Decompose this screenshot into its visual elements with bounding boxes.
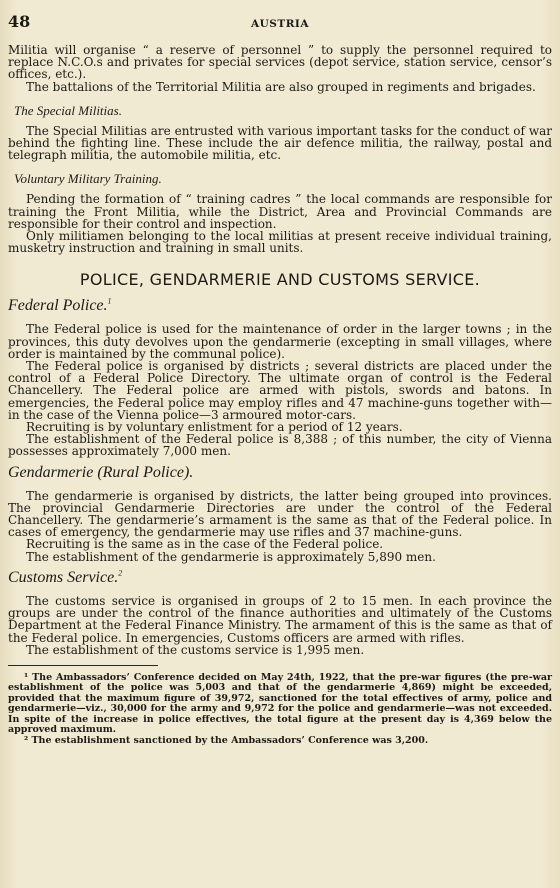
subheading-special-militias: The Special Militias. [14, 102, 122, 118]
running-head: AUSTRIA [251, 18, 309, 30]
paragraph: The battalions of the Territorial Militia are also grouped in regiments and brigades. [26, 79, 536, 94]
page-header [8, 12, 552, 32]
footnote-2: ² The establishment sanctioned by the Ambassadors’ Conference was 3,200. [24, 734, 429, 746]
paragraph: Pending the formation of “ training cadres ” the local commands are responsible for training the Front Militia, while the District, Area and Provincial Commands are responsible for their control and inspection. [8, 192, 552, 231]
subheading-text: Federal Police. [8, 297, 108, 315]
paragraph: The Federal police is used for the maintenance of order in the larger towns ; in the provinces, this duty devolves upon the gendarmerie (excepting in small villages, where order is maintained by the communal police). [8, 322, 552, 361]
paragraph: The establishment of the customs service is 1,995 men. [26, 642, 365, 657]
paragraph: Militia will organise “ a reserve of personnel ” to supply the personnel required to replace N.C.O.s and privates for special services (depot service, station service, censor’s offices, etc.). [8, 43, 552, 82]
paragraph: The gendarmerie is organised by districts, the latter being grouped into provinces. The provincial Gendarmerie Directories are under the control of the Federal Chancellery. The gendarmerie’s armament is the same as that of the Federal police. In cases of emergency, the gendarmerie may use rifles and 37 machine-guns. [8, 488, 552, 540]
footnote-marker: 1 [107, 297, 112, 307]
paragraph: The Federal police is organised by districts ; several districts are placed under the control of a Federal Police Directory. The ultimate organ of control is the Federal Chancellery. The Federal police are armed with pistols, swords and batons. In emergencies, the Federal police may employ rifles and 47 machine-guns together with—in the case of the Vienna police—3 armoured motor-cars. [8, 359, 552, 422]
paragraph: Recruiting is by voluntary enlistment for a period of 12 years. [26, 420, 403, 435]
section-title: POLICE, GENDARMERIE AND CUSTOMS SERVICE. [79, 270, 481, 290]
subheading-gendarmerie: Gendarmerie (Rural Police). [8, 463, 194, 481]
footnote-divider [8, 665, 158, 666]
subheading-customs [8, 569, 552, 587]
footnote-1: ¹ The Ambassadors’ Conference decided on May 24th, 1922, that the pre-war figures (the pre-war establishment of the police was 5,003 and that of the gendarmerie 4,869) might be exceeded, provided that the maximum figure of 39,972, sanctioned for the total effectives of army, police and gendarmerie—viz., 30,000 for the army and 9,972 for the police and gendarmerie—was not exceeded. In spite of the increase in police effectives, the total figure at the present day is 4,369 below the approved maximum. [8, 671, 552, 736]
subheading-federal-police [8, 297, 552, 315]
paragraph: The Special Militias are entrusted with various important tasks for the conduct of war behind the fighting line. These include the air defence militia, the railway, postal and telegraph militia, the automobile militia, etc. [8, 123, 552, 163]
paragraph: Recruiting is the same as in the case of the Federal police. [26, 537, 384, 552]
paragraph: The establishment of the Federal police is 8,388 ; of this number, the city of Vienna possesses approximately 7,000 men. [8, 432, 552, 459]
subheading-voluntary-training: Voluntary Military Training. [14, 171, 162, 187]
footnote-marker: 2 [118, 568, 123, 578]
page-number: 48 [8, 12, 31, 31]
subheading-text: Customs Service. [8, 568, 119, 586]
paragraph: Only militiamen belonging to the local militias at present receive individual training, musketry instruction and training in small units. [8, 229, 552, 256]
paragraph: The establishment of the gendarmerie is approximately 5,890 men. [26, 549, 436, 564]
paragraph: The customs service is organised in groups of 2 to 15 men. In each province the groups are under the control of the finance authorities and ultimately of the Customs Department at the Federal Finance Ministry. The armament of this is the same as that of the Federal police. In emergencies, Customs officers are armed with rifles. [8, 593, 552, 645]
